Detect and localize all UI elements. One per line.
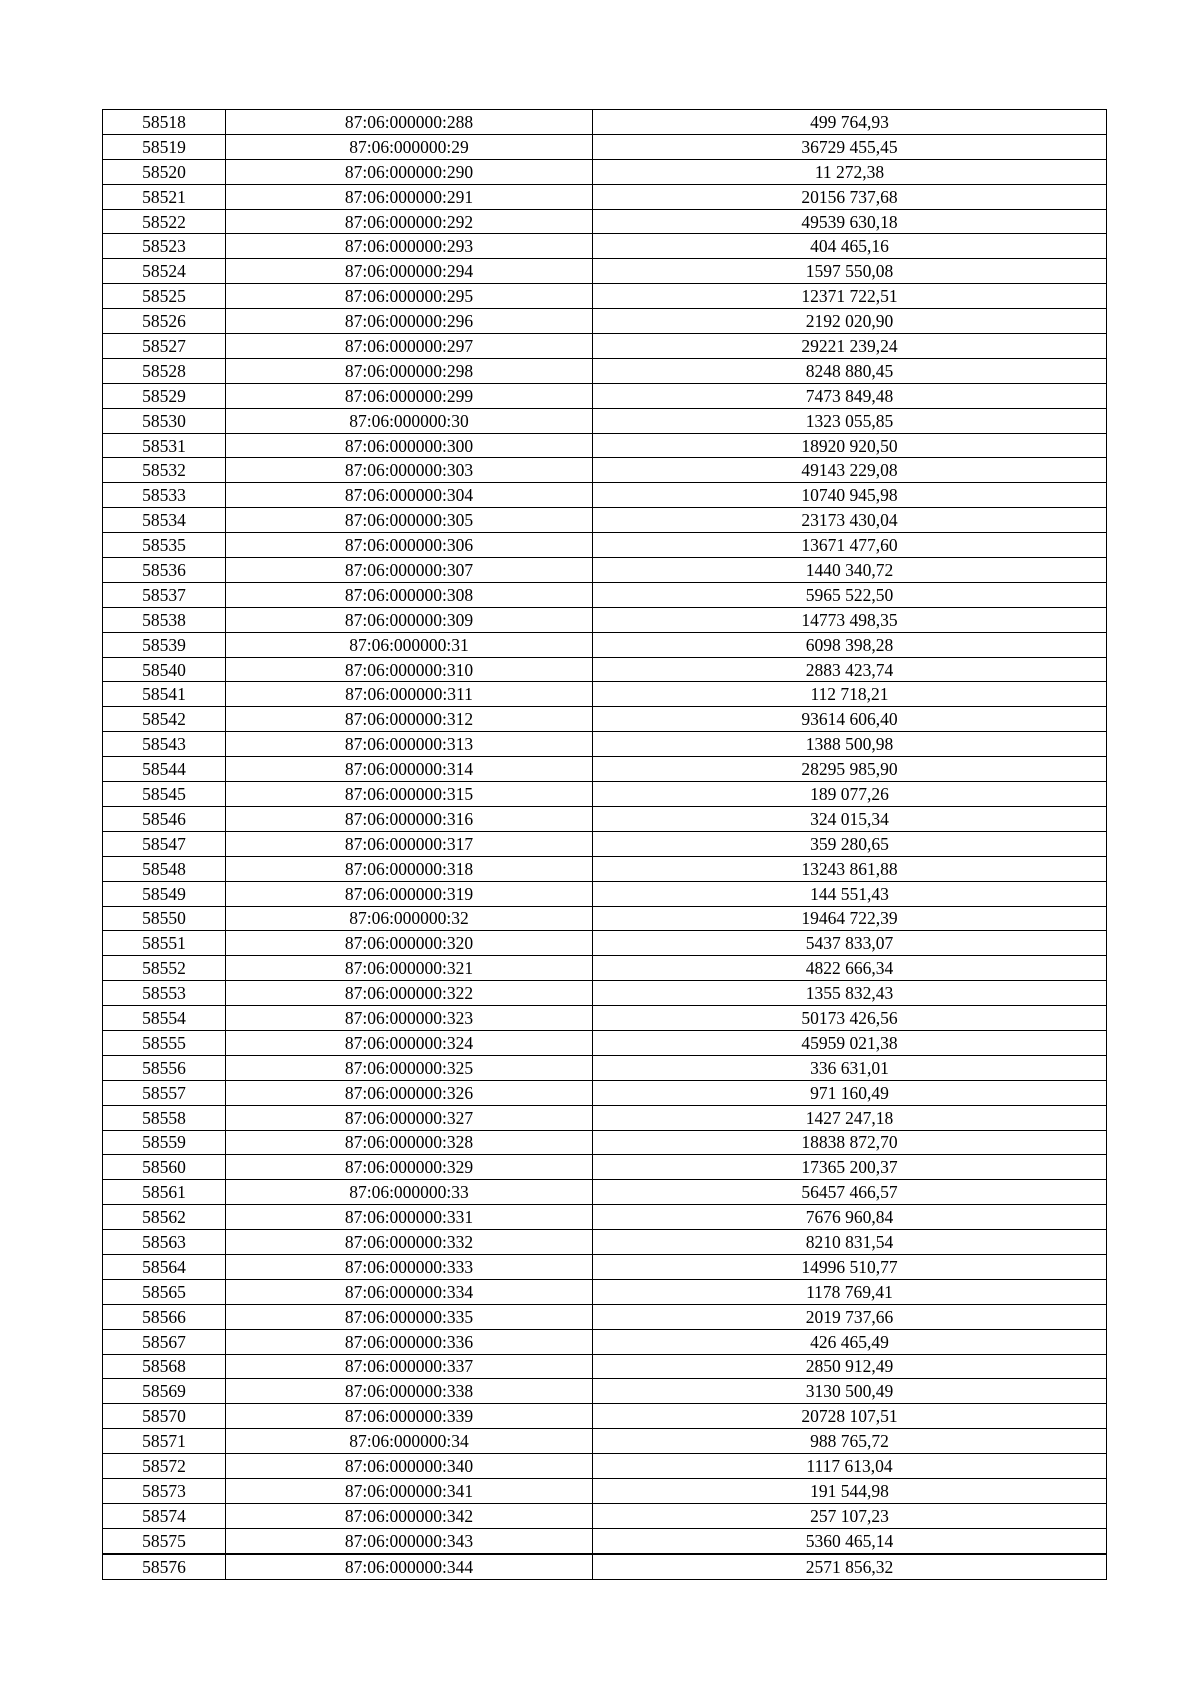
table-row [103, 1379, 1107, 1404]
row-number-cell: 58559 [103, 1130, 226, 1155]
table-row [103, 134, 1107, 159]
table-row [103, 1478, 1107, 1503]
cadastral-number-cell: 87:06:000000:329 [226, 1155, 593, 1180]
table-row [103, 607, 1107, 632]
cadastral-value-cell: 23173 430,04 [593, 508, 1107, 533]
cadastral-value-cell: 14773 498,35 [593, 607, 1107, 632]
cadastral-number-cell: 87:06:000000:303 [226, 458, 593, 483]
row-number-cell: 58570 [103, 1404, 226, 1429]
cadastral-number-cell: 87:06:000000:306 [226, 533, 593, 558]
row-number-cell: 58537 [103, 582, 226, 607]
cadastral-value-cell: 2192 020,90 [593, 309, 1107, 334]
cadastral-number-cell: 87:06:000000:334 [226, 1279, 593, 1304]
table-row [103, 309, 1107, 334]
row-number-cell: 58548 [103, 856, 226, 881]
row-number-cell: 58538 [103, 607, 226, 632]
table-row [103, 184, 1107, 209]
row-number-cell: 58565 [103, 1279, 226, 1304]
cadastral-number-cell: 87:06:000000:327 [226, 1105, 593, 1130]
cadastral-value-cell: 18838 872,70 [593, 1130, 1107, 1155]
cadastral-number-cell: 87:06:000000:325 [226, 1055, 593, 1080]
cadastral-value-cell: 1388 500,98 [593, 732, 1107, 757]
cadastral-value-cell: 20156 737,68 [593, 184, 1107, 209]
cadastral-value-cell: 49143 229,08 [593, 458, 1107, 483]
cadastral-number-cell: 87:06:000000:29 [226, 134, 593, 159]
table-row [103, 1454, 1107, 1479]
table-row [103, 458, 1107, 483]
cadastral-number-cell: 87:06:000000:323 [226, 1006, 593, 1031]
row-number-cell: 58550 [103, 906, 226, 931]
cadastral-number-cell: 87:06:000000:333 [226, 1254, 593, 1279]
cadastral-value-cell: 1440 340,72 [593, 558, 1107, 583]
cadastral-value-cell: 2883 423,74 [593, 657, 1107, 682]
cadastral-number-cell: 87:06:000000:298 [226, 358, 593, 383]
row-number-cell: 58541 [103, 682, 226, 707]
table-row [103, 1006, 1107, 1031]
table-row [103, 1329, 1107, 1354]
cadastral-value-cell: 13243 861,88 [593, 856, 1107, 881]
cadastral-value-cell: 1323 055,85 [593, 408, 1107, 433]
table-row [103, 508, 1107, 533]
row-number-cell: 58562 [103, 1205, 226, 1230]
table-row [103, 1080, 1107, 1105]
row-number-cell: 58551 [103, 931, 226, 956]
table-row [103, 782, 1107, 807]
table-row [103, 582, 1107, 607]
cadastral-number-cell: 87:06:000000:290 [226, 159, 593, 184]
cadastral-number-cell: 87:06:000000:34 [226, 1429, 593, 1454]
table-row [103, 1404, 1107, 1429]
row-number-cell: 58526 [103, 309, 226, 334]
table-row [103, 632, 1107, 657]
cadastral-number-cell: 87:06:000000:32 [226, 906, 593, 931]
row-number-cell: 58528 [103, 358, 226, 383]
table-row [103, 1554, 1107, 1579]
cadastral-number-cell: 87:06:000000:344 [226, 1554, 593, 1579]
cadastral-number-cell: 87:06:000000:296 [226, 309, 593, 334]
cadastral-value-cell: 28295 985,90 [593, 757, 1107, 782]
row-number-cell: 58563 [103, 1230, 226, 1255]
cadastral-number-cell: 87:06:000000:317 [226, 831, 593, 856]
cadastral-value-cell: 49539 630,18 [593, 209, 1107, 234]
cadastral-value-cell: 50173 426,56 [593, 1006, 1107, 1031]
cadastral-value-cell: 1178 769,41 [593, 1279, 1107, 1304]
table-row [103, 1155, 1107, 1180]
row-number-cell: 58572 [103, 1454, 226, 1479]
row-number-cell: 58557 [103, 1080, 226, 1105]
cadastral-value-cell: 144 551,43 [593, 881, 1107, 906]
cadastral-number-cell: 87:06:000000:310 [226, 657, 593, 682]
cadastral-value-cell: 257 107,23 [593, 1503, 1107, 1528]
row-number-cell: 58574 [103, 1503, 226, 1528]
row-number-cell: 58558 [103, 1105, 226, 1130]
cadastral-value-cell: 359 280,65 [593, 831, 1107, 856]
table-row [103, 259, 1107, 284]
row-number-cell: 58540 [103, 657, 226, 682]
cadastral-number-cell: 87:06:000000:331 [226, 1205, 593, 1230]
cadastral-number-cell: 87:06:000000:341 [226, 1478, 593, 1503]
row-number-cell: 58554 [103, 1006, 226, 1031]
cadastral-number-cell: 87:06:000000:336 [226, 1329, 593, 1354]
cadastral-number-cell: 87:06:000000:319 [226, 881, 593, 906]
cadastral-number-cell: 87:06:000000:291 [226, 184, 593, 209]
cadastral-value-cell: 2019 737,66 [593, 1304, 1107, 1329]
cadastral-value-cell: 8248 880,45 [593, 358, 1107, 383]
cadastral-value-cell: 7676 960,84 [593, 1205, 1107, 1230]
cadastral-number-cell: 87:06:000000:316 [226, 806, 593, 831]
row-number-cell: 58524 [103, 259, 226, 284]
cadastral-number-cell: 87:06:000000:309 [226, 607, 593, 632]
table-row [103, 110, 1107, 135]
row-number-cell: 58545 [103, 782, 226, 807]
cadastral-number-cell: 87:06:000000:292 [226, 209, 593, 234]
table-row [103, 1503, 1107, 1528]
table-row [103, 956, 1107, 981]
row-number-cell: 58549 [103, 881, 226, 906]
cadastral-value-table [102, 109, 1107, 1580]
cadastral-number-cell: 87:06:000000:308 [226, 582, 593, 607]
cadastral-number-cell: 87:06:000000:324 [226, 1030, 593, 1055]
table-row [103, 334, 1107, 359]
row-number-cell: 58535 [103, 533, 226, 558]
cadastral-number-cell: 87:06:000000:313 [226, 732, 593, 757]
table-row [103, 433, 1107, 458]
cadastral-number-cell: 87:06:000000:294 [226, 259, 593, 284]
table-row [103, 757, 1107, 782]
cadastral-number-cell: 87:06:000000:318 [226, 856, 593, 881]
cadastral-value-cell: 12371 722,51 [593, 284, 1107, 309]
cadastral-value-cell: 324 015,34 [593, 806, 1107, 831]
cadastral-value-cell: 36729 455,45 [593, 134, 1107, 159]
table-row [103, 1279, 1107, 1304]
cadastral-value-cell: 499 764,93 [593, 110, 1107, 135]
row-number-cell: 58567 [103, 1329, 226, 1354]
row-number-cell: 58561 [103, 1180, 226, 1205]
cadastral-value-cell: 13671 477,60 [593, 533, 1107, 558]
row-number-cell: 58542 [103, 707, 226, 732]
cadastral-value-cell: 1597 550,08 [593, 259, 1107, 284]
row-number-cell: 58533 [103, 483, 226, 508]
cadastral-value-cell: 11 272,38 [593, 159, 1107, 184]
table-body [103, 110, 1107, 1580]
table-row [103, 558, 1107, 583]
table-row [103, 1254, 1107, 1279]
row-number-cell: 58531 [103, 433, 226, 458]
table-row [103, 383, 1107, 408]
row-number-cell: 58556 [103, 1055, 226, 1080]
cadastral-number-cell: 87:06:000000:337 [226, 1354, 593, 1379]
row-number-cell: 58522 [103, 209, 226, 234]
table-row [103, 234, 1107, 259]
cadastral-value-cell: 3130 500,49 [593, 1379, 1107, 1404]
cadastral-number-cell: 87:06:000000:320 [226, 931, 593, 956]
table-row [103, 1055, 1107, 1080]
table-row [103, 707, 1107, 732]
cadastral-value-cell: 189 077,26 [593, 782, 1107, 807]
cadastral-number-cell: 87:06:000000:33 [226, 1180, 593, 1205]
table-row [103, 931, 1107, 956]
cadastral-value-cell: 45959 021,38 [593, 1030, 1107, 1055]
table-row [103, 358, 1107, 383]
row-number-cell: 58566 [103, 1304, 226, 1329]
cadastral-number-cell: 87:06:000000:297 [226, 334, 593, 359]
row-number-cell: 58552 [103, 956, 226, 981]
row-number-cell: 58576 [103, 1554, 226, 1579]
row-number-cell: 58546 [103, 806, 226, 831]
cadastral-number-cell: 87:06:000000:305 [226, 508, 593, 533]
table-row [103, 533, 1107, 558]
row-number-cell: 58523 [103, 234, 226, 259]
table-row [103, 906, 1107, 931]
cadastral-value-cell: 19464 722,39 [593, 906, 1107, 931]
row-number-cell: 58571 [103, 1429, 226, 1454]
row-number-cell: 58568 [103, 1354, 226, 1379]
table-row [103, 159, 1107, 184]
cadastral-number-cell: 87:06:000000:338 [226, 1379, 593, 1404]
cadastral-value-cell: 988 765,72 [593, 1429, 1107, 1454]
cadastral-value-cell: 1427 247,18 [593, 1105, 1107, 1130]
table-row [103, 1205, 1107, 1230]
row-number-cell: 58521 [103, 184, 226, 209]
cadastral-number-cell: 87:06:000000:322 [226, 981, 593, 1006]
cadastral-value-cell: 191 544,98 [593, 1478, 1107, 1503]
cadastral-value-cell: 1117 613,04 [593, 1454, 1107, 1479]
row-number-cell: 58575 [103, 1528, 226, 1553]
cadastral-number-cell: 87:06:000000:339 [226, 1404, 593, 1429]
table-row [103, 732, 1107, 757]
table-row [103, 408, 1107, 433]
cadastral-value-cell: 2571 856,32 [593, 1554, 1107, 1579]
cadastral-value-cell: 5360 465,14 [593, 1528, 1107, 1553]
row-number-cell: 58525 [103, 284, 226, 309]
cadastral-number-cell: 87:06:000000:307 [226, 558, 593, 583]
row-number-cell: 58520 [103, 159, 226, 184]
table-row [103, 1304, 1107, 1329]
row-number-cell: 58519 [103, 134, 226, 159]
row-number-cell: 58530 [103, 408, 226, 433]
cadastral-value-cell: 336 631,01 [593, 1055, 1107, 1080]
row-number-cell: 58569 [103, 1379, 226, 1404]
row-number-cell: 58564 [103, 1254, 226, 1279]
cadastral-value-cell: 4822 666,34 [593, 956, 1107, 981]
table-row [103, 1030, 1107, 1055]
cadastral-value-cell: 7473 849,48 [593, 383, 1107, 408]
cadastral-number-cell: 87:06:000000:328 [226, 1130, 593, 1155]
cadastral-value-cell: 18920 920,50 [593, 433, 1107, 458]
table-row [103, 1528, 1107, 1553]
table-row [103, 1354, 1107, 1379]
table-row [103, 657, 1107, 682]
cadastral-number-cell: 87:06:000000:342 [226, 1503, 593, 1528]
cadastral-number-cell: 87:06:000000:321 [226, 956, 593, 981]
table-row [103, 209, 1107, 234]
cadastral-value-cell: 20728 107,51 [593, 1404, 1107, 1429]
table-row [103, 981, 1107, 1006]
cadastral-number-cell: 87:06:000000:288 [226, 110, 593, 135]
cadastral-value-cell: 404 465,16 [593, 234, 1107, 259]
cadastral-number-cell: 87:06:000000:304 [226, 483, 593, 508]
table-row [103, 1105, 1107, 1130]
cadastral-value-cell: 5437 833,07 [593, 931, 1107, 956]
table-row [103, 881, 1107, 906]
row-number-cell: 58532 [103, 458, 226, 483]
cadastral-number-cell: 87:06:000000:31 [226, 632, 593, 657]
cadastral-number-cell: 87:06:000000:293 [226, 234, 593, 259]
cadastral-value-cell: 29221 239,24 [593, 334, 1107, 359]
row-number-cell: 58529 [103, 383, 226, 408]
table-row [103, 1230, 1107, 1255]
cadastral-number-cell: 87:06:000000:299 [226, 383, 593, 408]
cadastral-value-cell: 426 465,49 [593, 1329, 1107, 1354]
row-number-cell: 58544 [103, 757, 226, 782]
cadastral-value-cell: 6098 398,28 [593, 632, 1107, 657]
cadastral-number-cell: 87:06:000000:30 [226, 408, 593, 433]
cadastral-number-cell: 87:06:000000:343 [226, 1528, 593, 1553]
cadastral-number-cell: 87:06:000000:312 [226, 707, 593, 732]
cadastral-value-cell: 1355 832,43 [593, 981, 1107, 1006]
row-number-cell: 58560 [103, 1155, 226, 1180]
row-number-cell: 58527 [103, 334, 226, 359]
table-row [103, 1429, 1107, 1454]
cadastral-number-cell: 87:06:000000:295 [226, 284, 593, 309]
cadastral-value-cell: 2850 912,49 [593, 1354, 1107, 1379]
row-number-cell: 58543 [103, 732, 226, 757]
row-number-cell: 58547 [103, 831, 226, 856]
row-number-cell: 58539 [103, 632, 226, 657]
row-number-cell: 58555 [103, 1030, 226, 1055]
table-row [103, 284, 1107, 309]
cadastral-number-cell: 87:06:000000:326 [226, 1080, 593, 1105]
table-row [103, 856, 1107, 881]
cadastral-value-cell: 5965 522,50 [593, 582, 1107, 607]
table-row [103, 483, 1107, 508]
cadastral-value-cell: 93614 606,40 [593, 707, 1107, 732]
cadastral-number-cell: 87:06:000000:315 [226, 782, 593, 807]
table-row [103, 682, 1107, 707]
cadastral-number-cell: 87:06:000000:335 [226, 1304, 593, 1329]
cadastral-number-cell: 87:06:000000:332 [226, 1230, 593, 1255]
cadastral-value-cell: 112 718,21 [593, 682, 1107, 707]
cadastral-value-cell: 971 160,49 [593, 1080, 1107, 1105]
cadastral-value-cell: 14996 510,77 [593, 1254, 1107, 1279]
table-row [103, 831, 1107, 856]
row-number-cell: 58573 [103, 1478, 226, 1503]
cadastral-value-cell: 8210 831,54 [593, 1230, 1107, 1255]
cadastral-number-cell: 87:06:000000:340 [226, 1454, 593, 1479]
cadastral-value-cell: 10740 945,98 [593, 483, 1107, 508]
table-row [103, 1180, 1107, 1205]
row-number-cell: 58536 [103, 558, 226, 583]
cadastral-value-cell: 17365 200,37 [593, 1155, 1107, 1180]
cadastral-value-cell: 56457 466,57 [593, 1180, 1107, 1205]
cadastral-number-cell: 87:06:000000:314 [226, 757, 593, 782]
table-row [103, 806, 1107, 831]
table-row [103, 1130, 1107, 1155]
row-number-cell: 58518 [103, 110, 226, 135]
row-number-cell: 58534 [103, 508, 226, 533]
cadastral-number-cell: 87:06:000000:311 [226, 682, 593, 707]
cadastral-number-cell: 87:06:000000:300 [226, 433, 593, 458]
row-number-cell: 58553 [103, 981, 226, 1006]
